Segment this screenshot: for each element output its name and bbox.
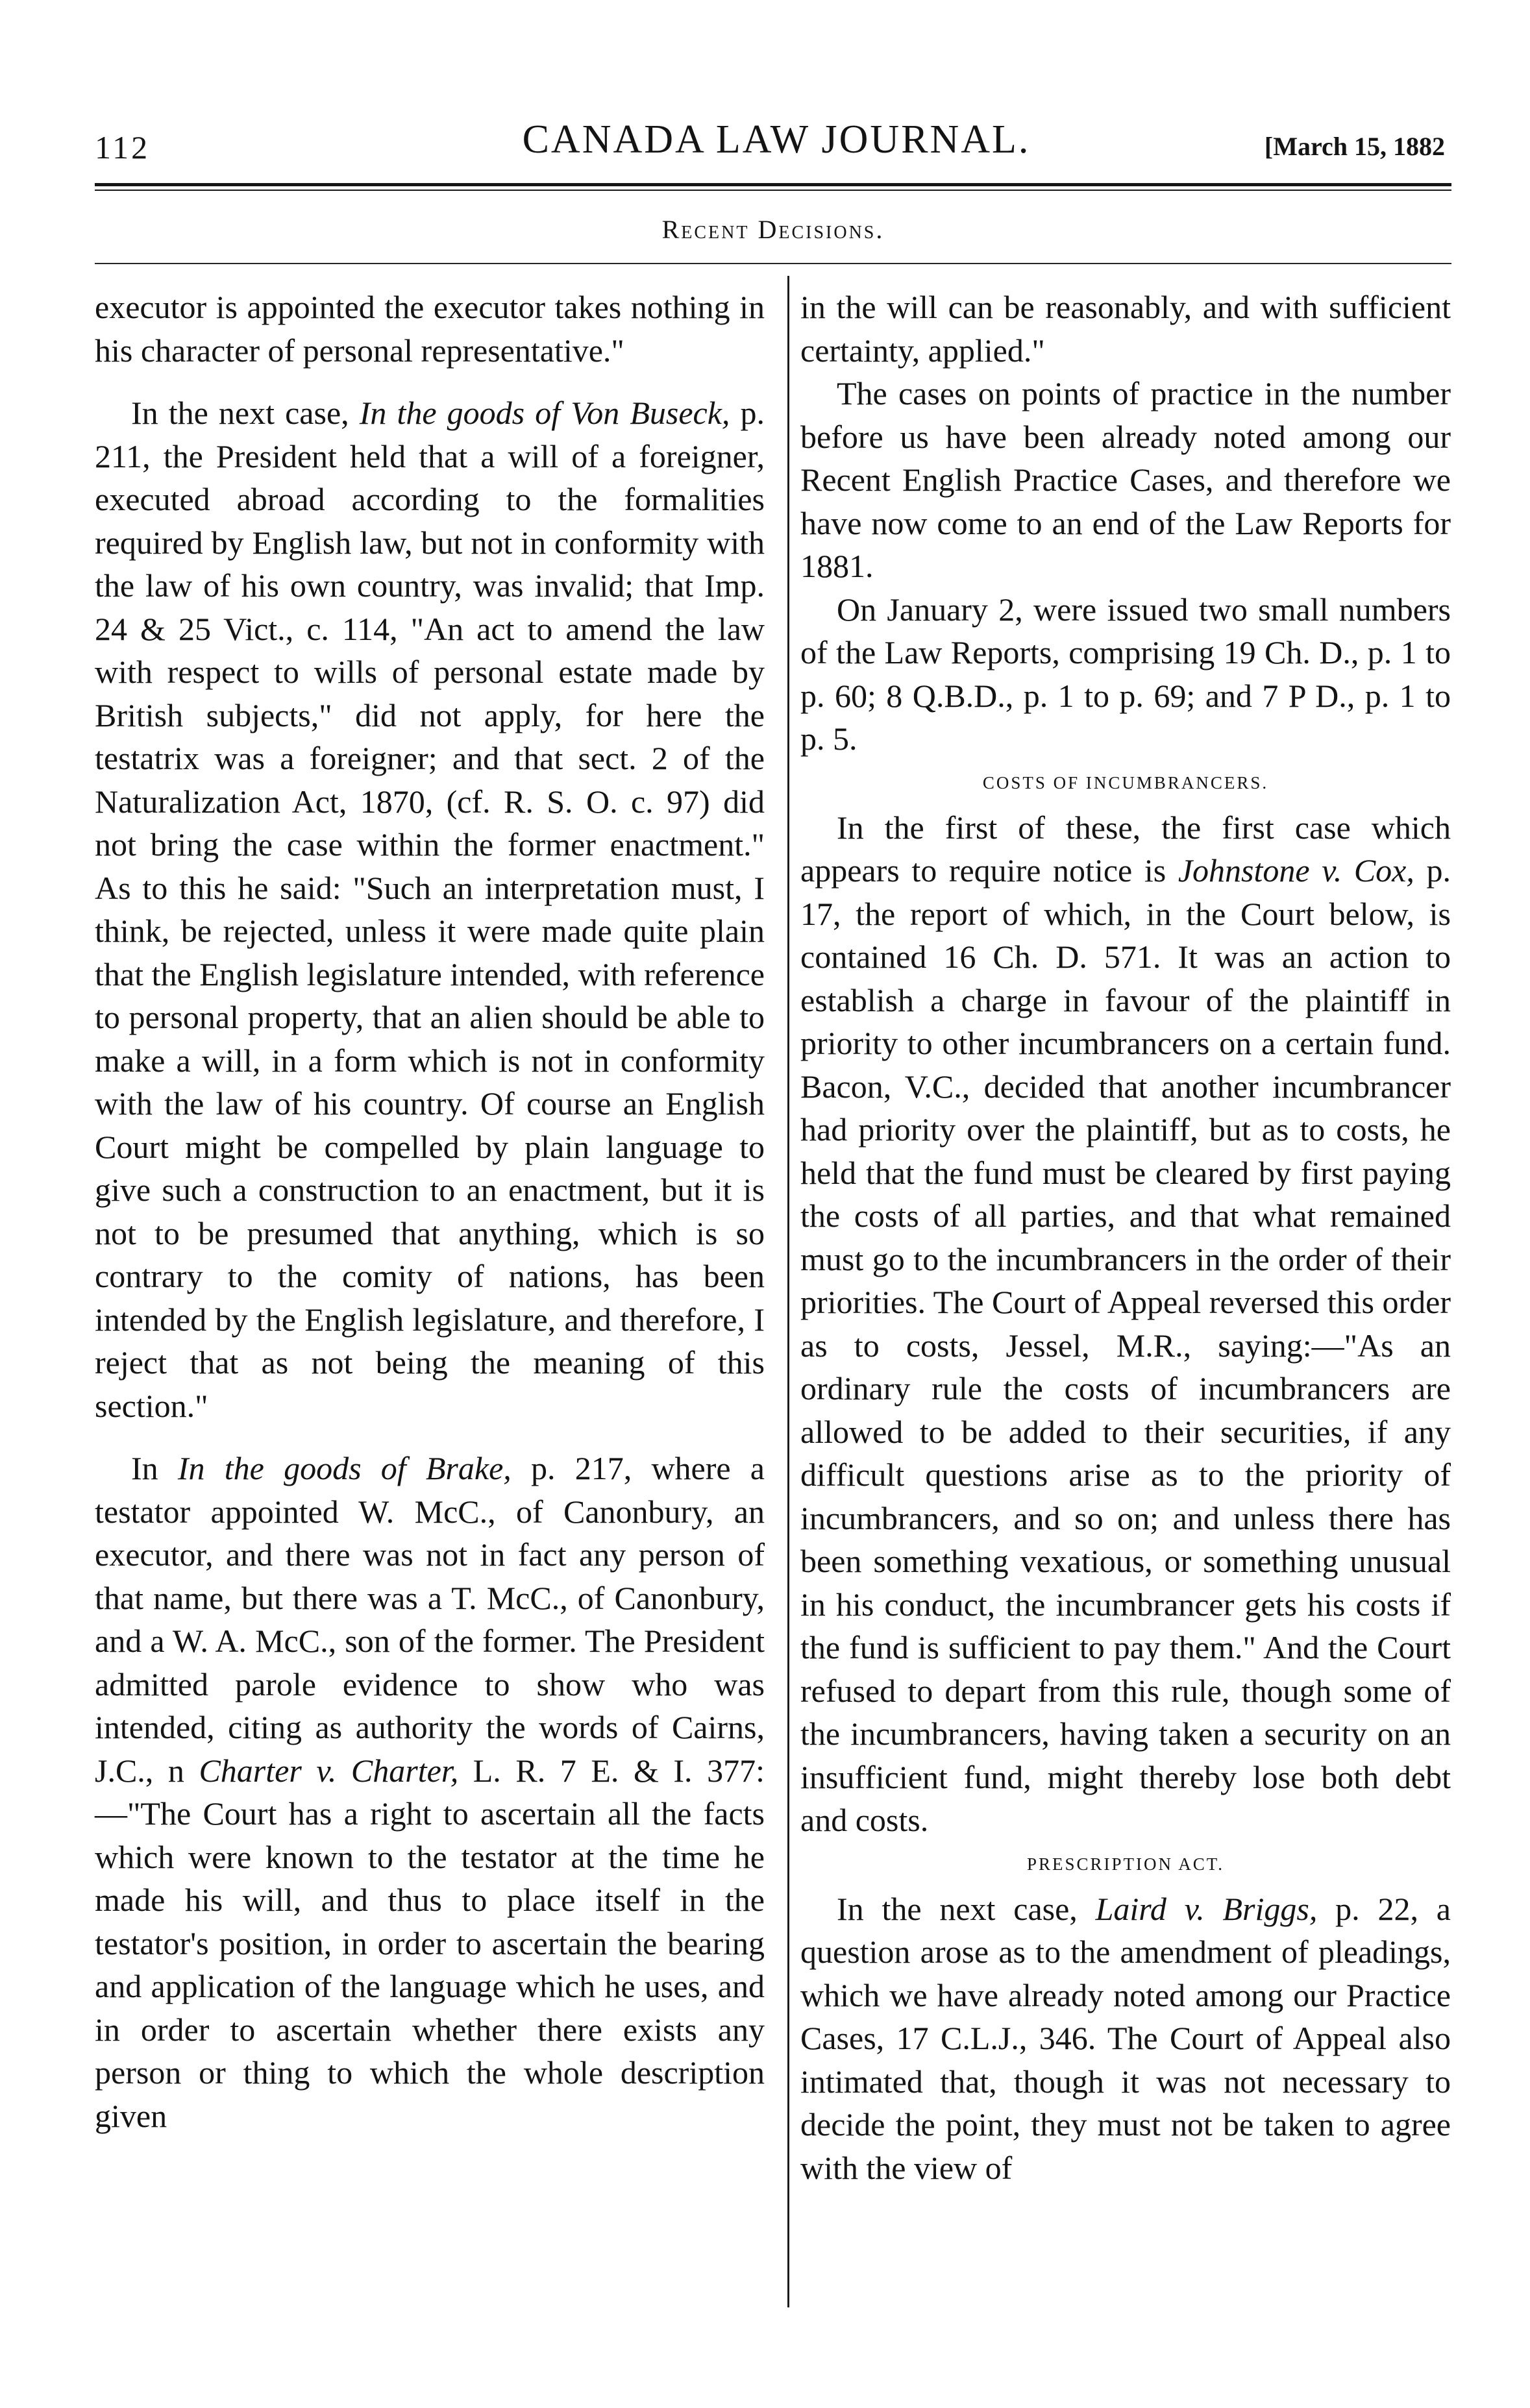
issue-date: [March 15, 1882 bbox=[1264, 132, 1445, 161]
running-header bbox=[95, 117, 1458, 175]
text-run: p. 211, the President held that a will of a foreigner, executed abroad according to the formalities required by English law, but not in conformity with the law of his own country, was invalid; that Imp. 24 & 25 Vict., c. 114, "An act to amend the law with respect to wills of personal estate made by British subjects," did not apply, for here the testatrix was a foreigner; and that sect. 2 of the Naturalization Act, 1870, (cf. R. S. O. c. 97) did not bring the case within the former enactment." As to this he said: "Such an interpretation must, I think, be rejected, unless it were made quite plain that the English legislature intended, with reference to personal property, that an alien should be able to make a will, in a form which is not in conformity with the law of his country. Of course an English Court might be compelled by plain language to give such a construction to an enactment, but it is not to be presumed that anything, which is so contrary to the comity of nations, has been intended by the English legislature, and therefore, I reject that as not being the meaning of this section." bbox=[95, 395, 765, 1424]
case-name: Johnstone v. Cox, bbox=[1178, 852, 1414, 889]
paragraph: executor is appointed the executor takes nothing in his character of personal representative." bbox=[95, 289, 765, 369]
section-heading: Recent Decisions. bbox=[661, 215, 885, 244]
case-name: In the goods of Von Buseck, bbox=[359, 395, 730, 431]
journal-title: CANADA LAW JOURNAL. bbox=[522, 117, 1031, 162]
text-run: In the first of these, the first case which appears to require notice is bbox=[800, 809, 1451, 889]
case-name: In the goods of Brake, bbox=[177, 1450, 512, 1486]
text-run: L. R. 7 E. & I. 377:—"The Court has a right to ascertain all the facts which were known to the testator at the time he made his will, and thus to place itself in the testator's position, in order to ascertain the bearing and application of the language which he uses, and in order to ascertain whether there exists any person or thing to which the whole description given bbox=[95, 1752, 765, 2134]
text-run: p. 17, the report of which, in the Court below, is contained 16 Ch. D. 571. It was an action to establish a charge in favour of the plaintiff in priority to other incumbrancers on a certain fund. Bacon, V.C., decided that another incumbrancer had priority over the plaintiff, but as to costs, he held that the fund must be cleared by first paying the costs of all parties, and that what remained must go to the incumbrancers in the order of their priorities. The Court of Appeal reversed this order as to costs, Jessel, M.R., saying:—"As an ordinary rule the costs of incumbrancers are allowed to be added to their securities, if any difficult questions arise as to the priority of incumbrancers, and so on; and unless there has been something vexatious, or something unusual in his conduct, the incumbrancer gets his costs if the fund is sufficient to pay them." And the Court refused to depart from this rule, though some of the incumbrancers, having taken a security on an insufficient fund, might thereby lose both debt and costs. bbox=[800, 852, 1451, 1838]
case-name: Charter v. Charter, bbox=[199, 1752, 459, 1789]
paragraph-brake bbox=[95, 1447, 765, 2137]
text-run: In bbox=[131, 1450, 178, 1486]
paragraph-von-buseck bbox=[95, 391, 765, 1427]
text-run: In the next case, bbox=[837, 1890, 1096, 1927]
case-name: Laird v. Briggs, bbox=[1095, 1890, 1318, 1927]
text-run: In the next case, bbox=[131, 395, 360, 431]
section-rule bbox=[95, 263, 1451, 264]
left-column bbox=[95, 286, 765, 2137]
subheading-costs: COSTS OF INCUMBRANCERS. bbox=[982, 772, 1269, 792]
page-number: 112 bbox=[95, 129, 151, 166]
paragraph: The cases on points of practice in the number before us have been already noted among our Recent English Practice Cases, and therefore we have now come to an end of the Law Reports for 1881. bbox=[800, 375, 1451, 584]
subheading-prescription: PRESCRIPTION ACT. bbox=[1026, 1854, 1225, 1874]
text-run: p. 217, where a testator appointed W. McC., of Canonbury, an executor, and there was not in fact any person of that name, but there was a T. McC., of Canonbury, and a W. A. McC., son of the former. The President admitted parole evidence to show who was intended, citing as authority the words of Cairns, J.C., n bbox=[95, 1450, 765, 1789]
text-run: p. 22, a question arose as to the amendment of pleadings, which we have already noted among our Practice Cases, 17 C.L.J., 346. The Court of Appeal also intimated that, though it was not necessary to decide the point, they must not be taken to agree with the view of bbox=[800, 1890, 1451, 2186]
paragraph: On January 2, were issued two small numbers of the Law Reports, comprising 19 Ch. D., p. 1 to p. 60; 8 Q.B.D., p. 1 to p. 69; and 7 P D., p. 1 to p. 5. bbox=[800, 591, 1451, 757]
header-rule-thin bbox=[95, 190, 1451, 191]
paragraph-laird-briggs bbox=[800, 1887, 1451, 2190]
paragraph: in the will can be reasonably, and with sufficient certainty, applied." bbox=[800, 289, 1451, 369]
header-rule-thick bbox=[95, 183, 1451, 186]
column-divider bbox=[787, 276, 789, 2307]
right-column bbox=[800, 286, 1451, 2189]
paragraph-johnstone-cox bbox=[800, 806, 1451, 1842]
